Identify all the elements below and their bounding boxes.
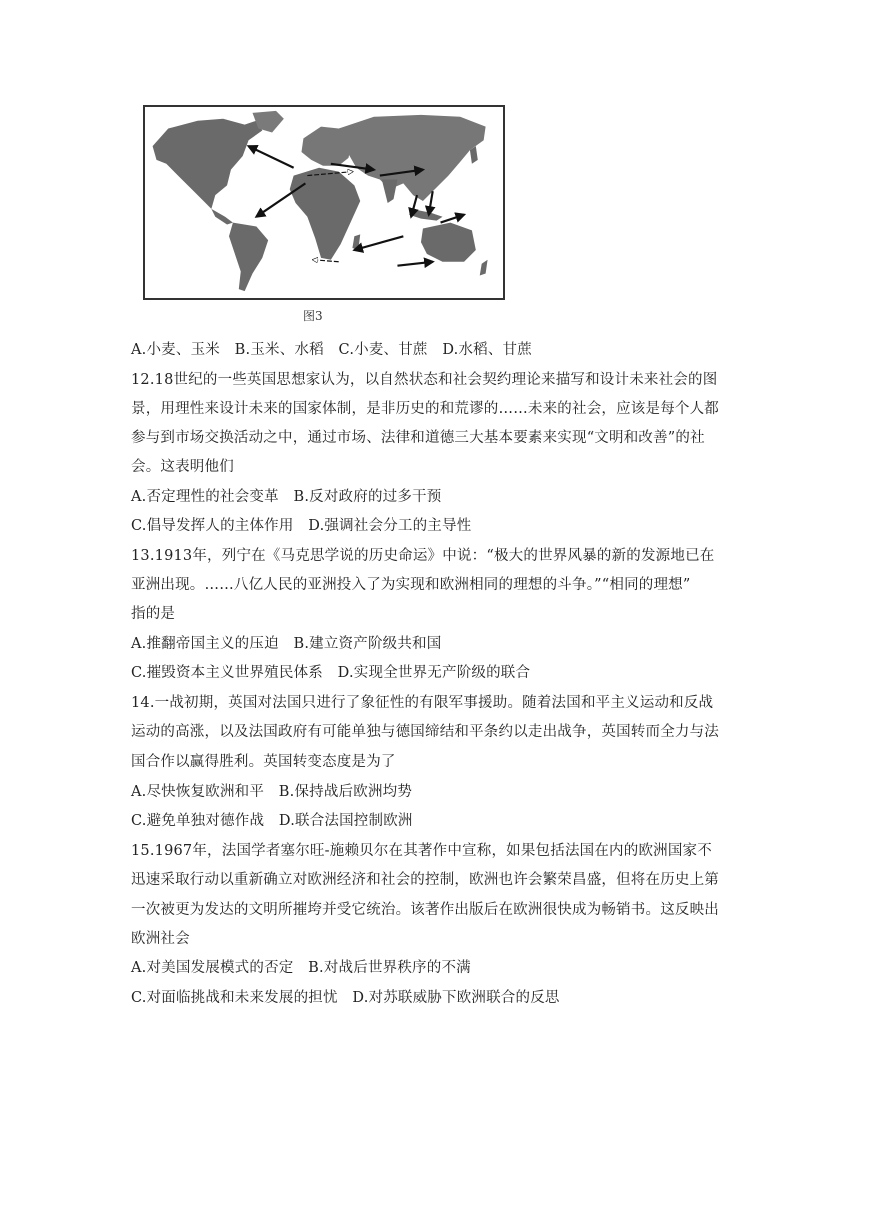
q14-stem-line: 国合作以赢得胜利。英国转变态度是为了 bbox=[131, 754, 396, 770]
q15-stem-line: 欧洲社会 bbox=[131, 931, 190, 947]
q15-options-ab: A.对美国发展模式的否定 B.对战后世界秩序的不满 bbox=[131, 960, 471, 976]
q15-options-cd: C.对面临挑战和未来发展的担忧 D.对苏联威胁下欧洲联合的反思 bbox=[131, 990, 560, 1006]
q12-options-ab: A.否定理性的社会变革 B.反对政府的过多干预 bbox=[131, 489, 442, 505]
q12-stem-line: 参与到市场交换活动之中，通过市场、法律和道德三大基本要素来实现“文明和改善”的社 bbox=[131, 430, 705, 446]
q15-stem-line: 一次被更为发达的文明所摧垮并受它统治。该著作出版后在欧洲很快成为畅销书。这反映出 bbox=[131, 902, 719, 918]
q12-stem-line: 12.18世纪的一些英国思想家认为，以自然状态和社会契约理论来描写和设计未来社会的图 bbox=[131, 372, 718, 388]
q12-stem-line: 会。这表明他们 bbox=[131, 459, 234, 475]
route-arrow bbox=[429, 191, 433, 215]
world-map-figure bbox=[143, 105, 505, 300]
q12-stem-line: 景，用理性来设计未来的国家体制，是非历史的和荒谬的……未来的社会，应该是每个人都 bbox=[131, 401, 719, 417]
q13-options-cd: C.摧毁资本主义世界殖民体系 D.实现全世界无产阶级的联合 bbox=[131, 665, 531, 681]
q13-stem-line: 13.1913年，列宁在《马克思学说的历史命运》中说：“极大的世界风暴的新的发源地已在 bbox=[131, 548, 715, 564]
route-arrow bbox=[397, 262, 432, 266]
indonesia-landmass bbox=[409, 209, 442, 221]
q14-stem-line: 运动的高涨，以及法国政府有可能单独与德国缔结和平条约以走出战争，英国转而全力与法 bbox=[131, 724, 719, 740]
africa-landmass bbox=[290, 168, 361, 260]
q15-stem-line: 迅速采取行动以重新确立对欧洲经济和社会的控制，欧洲也许会繁荣昌盛，但将在历史上第 bbox=[131, 872, 719, 888]
south-america-landmass bbox=[229, 223, 268, 292]
north-america-landmass bbox=[153, 119, 263, 209]
q14-options-ab: A.尽快恢复欧洲和平 B.保持战后欧洲均势 bbox=[131, 784, 413, 800]
q14-options-cd: C.避免单独对德作战 D.联合法国控制欧洲 bbox=[131, 813, 413, 829]
route-arrow bbox=[354, 236, 403, 250]
figure-caption: 图3 bbox=[303, 309, 323, 323]
q13-options-ab: A.推翻帝国主义的压迫 B.建立资产阶级共和国 bbox=[131, 636, 442, 652]
route-arrow bbox=[249, 146, 294, 168]
australia-landmass bbox=[421, 223, 476, 262]
q14-stem-line: 14.一战初期，英国对法国只进行了象征性的有限军事援助。随着法国和平主义运动和反战 bbox=[131, 695, 714, 711]
route-arrow-outlined bbox=[313, 260, 338, 262]
q13-stem-line: 亚洲出现。……八亿人民的亚洲投入了为实现和欧洲相同的理想的斗争。”“相同的理想” bbox=[131, 577, 691, 593]
q11-options: A.小麦、玉米 B.玉米、水稻 C.小麦、甘蔗 D.水稻、甘蔗 bbox=[131, 342, 532, 358]
india-landmass bbox=[382, 179, 398, 203]
q15-stem-line: 15.1967年，法国学者塞尔旺-施赖贝尔在其著作中宣称，如果包括法国在内的欧洲国家不 bbox=[131, 843, 712, 859]
new-zealand-landmass bbox=[480, 260, 488, 276]
asia-landmass bbox=[339, 115, 486, 201]
world-map bbox=[145, 107, 503, 298]
route-arrow bbox=[441, 215, 465, 223]
q13-stem-line: 指的是 bbox=[131, 606, 176, 622]
q12-options-cd: C.倡导发挥人的主体作用 D.强调社会分工的主导性 bbox=[131, 518, 472, 534]
central-america-landmass bbox=[211, 209, 233, 225]
